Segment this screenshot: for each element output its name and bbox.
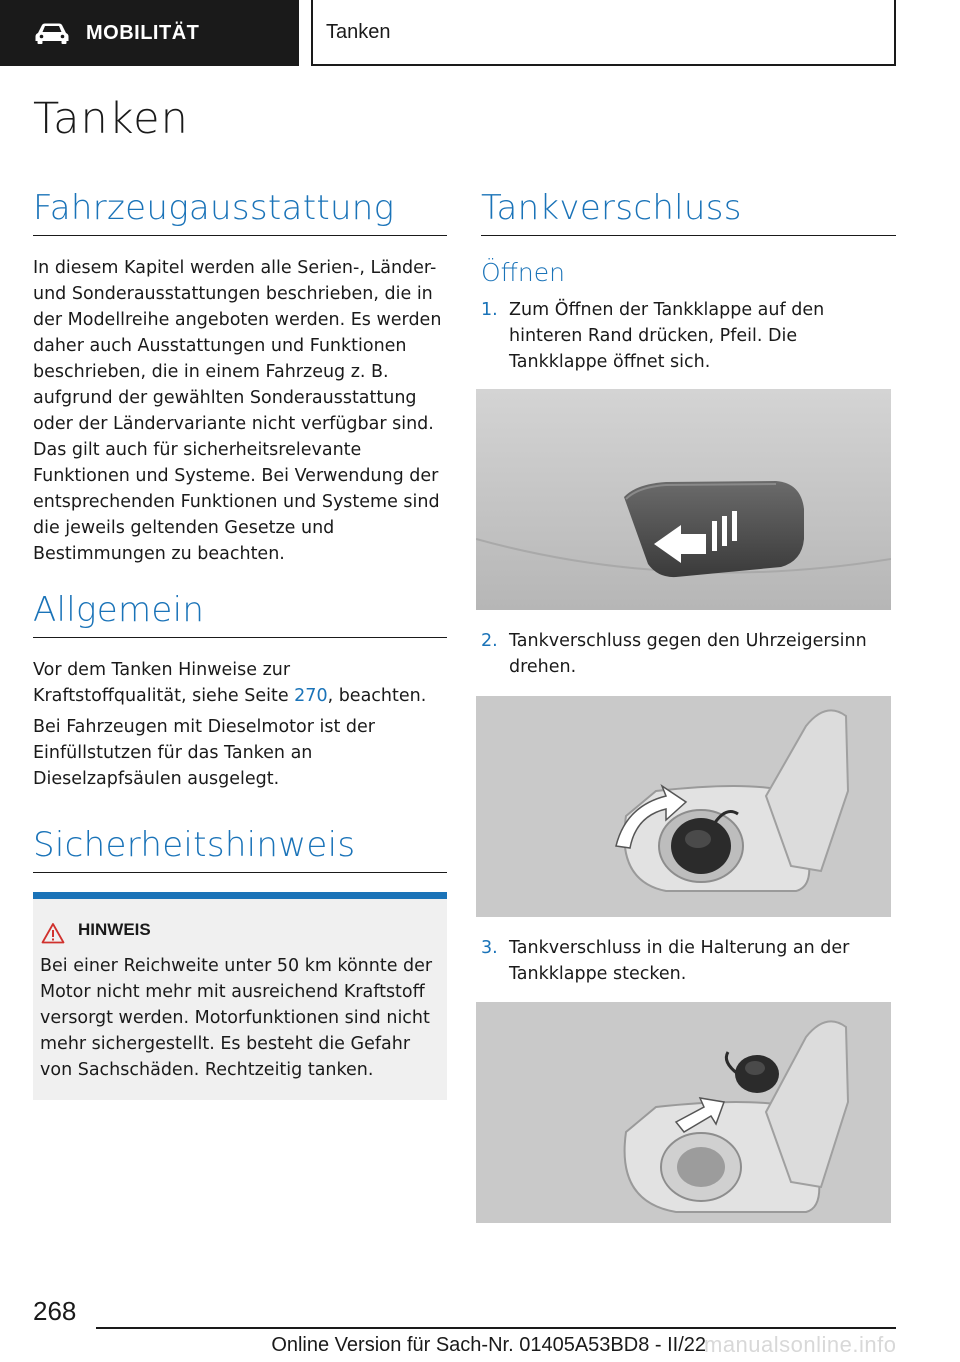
step-text: Tankverschluss in die Halterung an der Tankklappe stecken. (509, 938, 850, 984)
watermark: manualsonline.info (704, 1332, 897, 1357)
step-item (481, 628, 896, 680)
section-tab[interactable] (0, 0, 299, 66)
car-icon (34, 22, 70, 44)
heading-divider (33, 872, 447, 873)
heading-allgemein: Allgemein (33, 590, 205, 630)
step-text: Tankverschluss gegen den Uhrzeigersinn drehen. (509, 631, 867, 677)
step-number: 2. (481, 631, 498, 651)
photo-fuel-cap-holder (476, 1002, 891, 1223)
photo-fuel-flap-closed (476, 389, 891, 610)
heading-tankverschluss: Tankverschluss (481, 188, 742, 228)
section-label: MOBILITÄT (86, 21, 200, 44)
paragraph-kraftstoffqualitaet: Vor dem Tanken Hinweise zur Kraftstoffqualität, siehe Seite 270, beachten. (33, 660, 427, 706)
page-title: Tanken (33, 94, 189, 144)
paragraph-dieselmotor: Bei Fahrzeugen mit Dieselmotor ist der Einfüllstutzen für das Tanken an Dieselzapfsäulen ausgelegt. (33, 717, 375, 789)
step-text: Zum Öffnen der Tankklappe auf den hinteren Rand drücken, Pfeil. Die Tankklappe öffnet sich. (509, 300, 825, 372)
heading-sicherheitshinweis: Sicherheitshinweis (33, 825, 356, 865)
page-number: 268 (33, 1296, 77, 1326)
notice-box (33, 892, 447, 1100)
photo-fuel-cap-turn (476, 696, 891, 917)
step-number: 1. (481, 300, 498, 320)
step-number: 3. (481, 938, 498, 958)
notice-title: HINWEIS (78, 920, 151, 939)
warning-icon (41, 922, 65, 944)
chapter-header (311, 0, 896, 66)
notice-accent-bar (33, 892, 447, 899)
heading-divider (481, 235, 896, 236)
footer-divider (96, 1327, 896, 1329)
notice-text: Bei einer Reichweite unter 50 km könnte der Motor nicht mehr mit ausreichend Kraftstoff versorgt werden. Motorfunktionen sind nicht mehr sichergestellt. Es besteht die Gefahr von Sachschäden. Rechtzeitig tanken. (40, 956, 433, 1080)
chapter-label: Tanken (326, 20, 391, 43)
subheading-oeffnen: Öffnen (481, 258, 565, 287)
online-version-note: Online Version für Sach-Nr. 01405A53BD8 - II/22 (271, 1334, 706, 1356)
page-reference-link[interactable]: 270 (294, 686, 328, 706)
step-item (481, 297, 896, 375)
heading-fahrzeugausstattung: Fahrzeugausstattung (33, 188, 395, 228)
step-item (481, 935, 896, 987)
paragraph-fahrzeugausstattung: In diesem Kapitel werden alle Serien-, Länder- und Sonderausstattungen beschrieben, die in der Modellreihe angeboten werden. Es werden daher auch Ausstattungen und Funktionen beschrieben, die in einem Fahrzeug z. B. aufgrund der gewählten Sonderausstattung oder der Ländervariante nicht verfügbar sind. Das gilt auch für sicherheitsrelevante Funktionen und Systeme. Bei Verwendung der entsprechenden Funktionen und Systeme sind die jeweils geltenden Gesetze und Bestimmungen zu beachten. (33, 258, 442, 564)
heading-divider (33, 235, 447, 236)
heading-divider (33, 637, 447, 638)
